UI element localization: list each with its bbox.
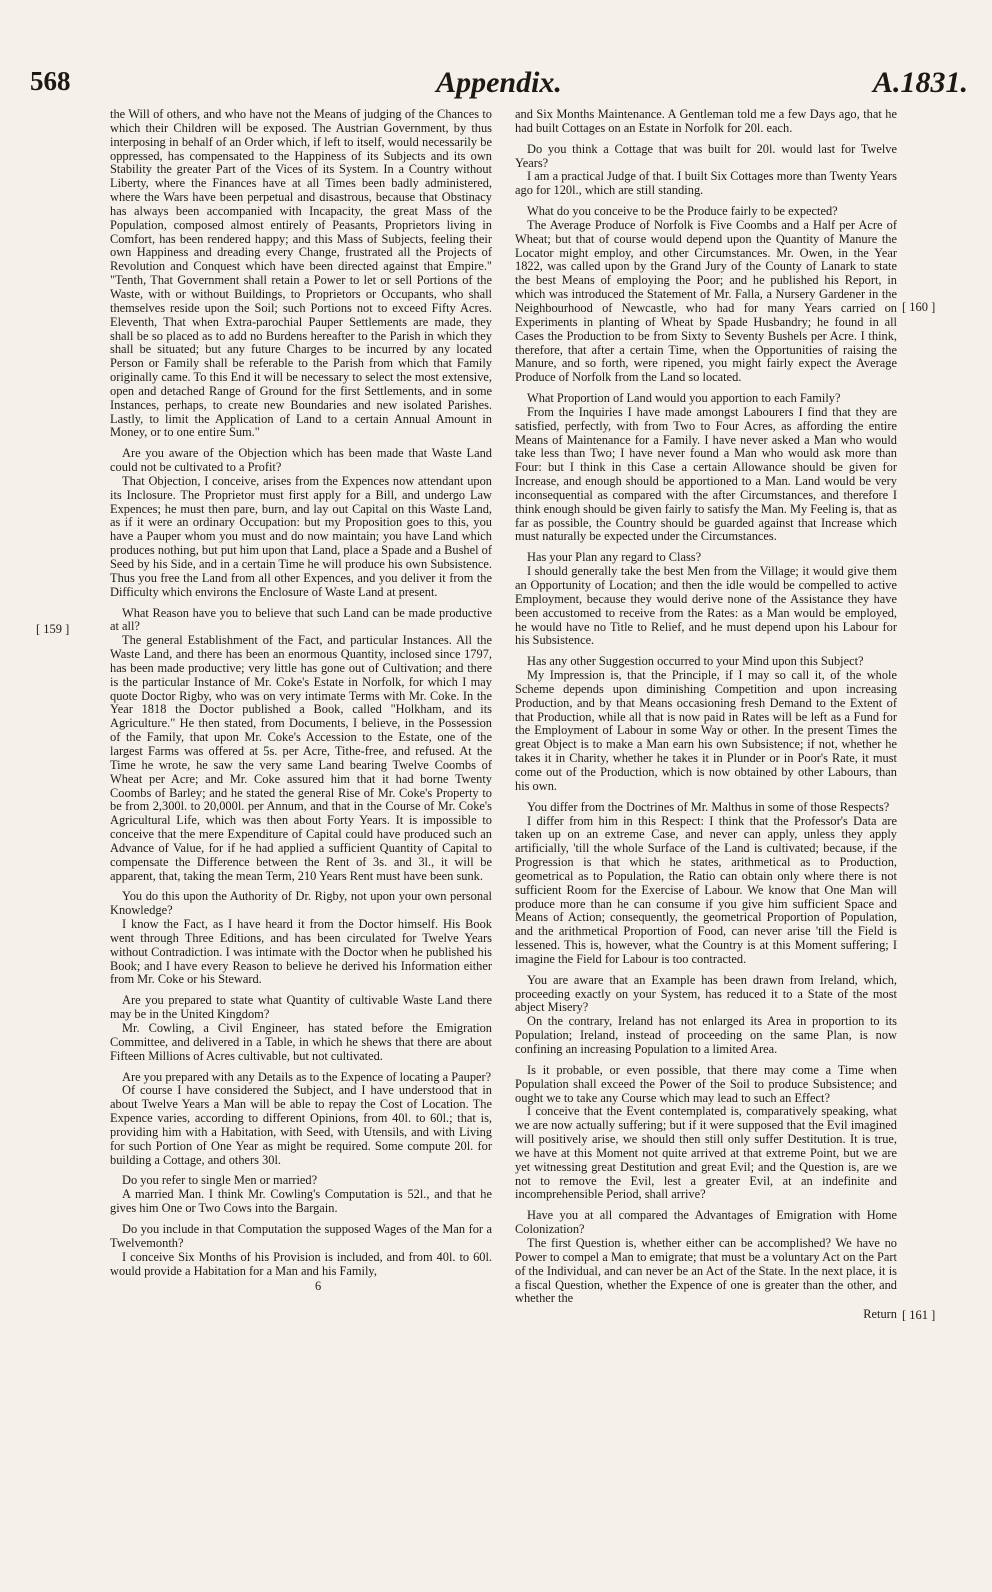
answer-paragraph: I am a practical Judge of that. I built Six Cottages more than Twenty Years ago for 120l., which are still standing. xyxy=(515,169,897,198)
answer-paragraph: On the contrary, Ireland has not enlarged its Area in proportion to its Population; Ireland, instead of proceeding on the same Plan, is now confining an increasing Population to a limited Area. xyxy=(515,1014,897,1056)
answer-paragraph: and Six Months Maintenance. A Gentleman told me a few Days ago, that he had built Cottages on an Estate in Norfolk for 20l. each. xyxy=(515,107,897,135)
answer-paragraph: From the Inquiries I have made amongst Labourers I find that they are satisfied, perfectly, with from Two to Four Acres, as affording the entire Means of Maintenance for a Family. I have never asked a Man who would take less than Two; I have never found a Man who would ask more than Four: but I think in this Case a certain Allowance should be given for Increase, and enough should be apportioned to a Man. Land would be very inconsequential as compared with the after Circumstances, and therefore I think enough should be given fairly to satisfy the Man. My Feeling is, that as far as possible, the Country should be guarded against that Increase which must naturally be expected under the Circumstances. xyxy=(515,404,897,544)
question-paragraph: You differ from the Doctrines of Mr. Malthus in some of those Respects? xyxy=(527,799,890,814)
question-paragraph: Have you at all compared the Advantages of Emigration with Home Colonization? xyxy=(515,1208,897,1237)
signature-mark: 6 xyxy=(315,1279,322,1294)
answer-paragraph: I should generally take the best Men from the Village; it would give them an Opportunity of Location; and then the idle would be compelled to active Employment, because they would derive none of the Assistance they have been accustomed to receive from the Rates: as a Man would be employed, he would have no Title to Relief, and he must depend upon his Labour for his Subsistence. xyxy=(515,564,897,648)
question-paragraph: What do you conceive to be the Produce fairly to be expected? xyxy=(527,204,838,219)
question-paragraph: What Reason have you to believe that such Land can be made productive at all? xyxy=(110,605,492,634)
question-paragraph: Are you prepared with any Details as to the Expence of locating a Pauper? xyxy=(122,1069,492,1084)
left-column xyxy=(110,108,492,1294)
margin-ref-160: [ 160 ] xyxy=(902,300,936,314)
answer-paragraph: I know the Fact, as I have heard it from the Doctor himself. His Book went through Three Editions, and has been circulated for Twelve Years without Contradiction. I was intimate with the Doctor when he published his Book; and I have every Reason to believe he derived his Information either from Mr. Coke or his Steward. xyxy=(110,917,492,987)
question-paragraph: Is it probable, or even possible, that there may come a Time when Population shall exceed the Power of the Soil to produce Subsistence; and ought we to take any Course which may lead to such an Effect? xyxy=(515,1062,897,1105)
question-paragraph: Has your Plan any regard to Class? xyxy=(527,550,702,565)
question-paragraph: Do you refer to single Men or married? xyxy=(122,1173,318,1188)
answer-paragraph: The first Question is, whether either can be accomplished? We have no Power to compel a Man to emigrate; that must be a voluntary Act on the Part of the Individual, and can never be an Act of the State. In the next place, it is a fiscal Question, whether the Expence of one is greater than the other, and whether the xyxy=(515,1235,897,1306)
answer-paragraph: I conceive that the Event contemplated is, comparatively speaking, what we are now actually suffering; but if it were supposed that the Evil imagined will positively arise, we should then still only suffer Destitution. It is true, we have at this Moment not quite arrived at that extreme Point, but we are yet witnessing great Destitution and great Evil; and the Question is, are we not to remove the Evil, lest a greater Evil, at an indefinite and incomprehensible Period, shall arrive? xyxy=(515,1104,897,1202)
answer-paragraph: Of course I have considered the Subject, and I have understood that in about Twelve Years a Man will be able to repay the Cost of Location. The Expence varies, according to different Opinions, from 40l. to 60l.; that is, providing him with a Habitation, with Seed, with Utensils, and with Living for such Portion of One Year as might be required. Some compute 20l. for building a Cottage, and others 30l. xyxy=(110,1083,492,1167)
question-paragraph: Do you include in that Computation the supposed Wages of the Man for a Twelvemonth? xyxy=(110,1221,492,1250)
answer-paragraph: I differ from him in this Respect: I think that the Professor's Data are taken up on an extreme Case, and never can apply, unless they apply artificially, 'till the whole Surface of the Land is cultivated; because, if the Progression is that which he states, arithmetical as to Production, geometrical as to Population, the Ratio can obtain only where there is not sufficient Room for the Exercise of Labour. We know that One Man will produce more than he can consume if you give him sufficient Space and Means of Action; consequently, the geometrical Proportion of Population, and the arithmetical Proportion of Food, can never arise 'till the Field is lessened. This is, however, what the Country is at this Moment suffering; I imagine the Field for Labour is too contracted. xyxy=(515,813,897,966)
answer-paragraph: The general Establishment of the Fact, and particular Instances. All the Waste Land, and there has been an enormous Quantity, inclosed since 1797, has been made productive; very little has gone out of Cultivation; and there is the particular Instance of Mr. Coke's Estate in Norfolk, for which I may quote Doctor Rigby, who was on very intimate Terms with Mr. Coke. In the Year 1818 the Doctor published a Book, called "Holkham, and its Agriculture." He then stated, from Documents, I believe, in the Possession of the Family, that upon Mr. Coke's Accession to the Estate, one of the largest Farms was offered at 5s. per Acre, Tithe-free, and refused. At the Time he wrote, he saw the very same Land bearing Twelve Coombs of Wheat per Acre; and Mr. Coke assured him that it had borne Twenty Coombs of Barley; and he stated the general Rise of Mr. Coke's Property to be from 2,300l. to 20,000l. per Annum, and that in the Course of Mr. Coke's Agricultural Life, which was then about Forty Years. It is impossible to conceive that the mere Expenditure of Capital could have produced such an Advance of Value, for if he had applied a sufficient Quantity of Capital to compensate the Difference between the Rent of 3s. and 3l., it will be apparent, that, taking the mean Term, 210 Years Rent must have been sunk. xyxy=(110,633,492,883)
question-paragraph: What Proportion of Land would you apportion to each Family? xyxy=(527,391,841,406)
question-paragraph: Do you think a Cottage that was built for 20l. would last for Twelve Years? xyxy=(515,141,897,170)
question-paragraph: You are aware that an Example has been drawn from Ireland, which, proceeding exactly on your System, has reduced it to a State of the most abject Misery? xyxy=(515,972,897,1015)
right-column xyxy=(515,108,897,1322)
page-number: 568 xyxy=(30,66,71,96)
year-label: A.1831. xyxy=(872,66,968,99)
answer-paragraph: A married Man. I think Mr. Cowling's Computation is 52l., and that he gives him One or Two Cows into the Bargain. xyxy=(110,1187,492,1216)
margin-ref-161: [ 161 ] xyxy=(902,1308,936,1322)
answer-paragraph: That Objection, I conceive, arises from the Expences now attendant upon its Inclosure. The Proprietor must first apply for a Bill, and undergo Law Expences; he must then pare, burn, and lay out Capital on this Waste Land, as if it were an ordinary Occupation: but my Proposition goes to this, you have a Pauper whom you must and do now maintain; you have Land which produces nothing, but put him upon that Land, place a Spade and a Bushel of Seed by his Side, and in a certain Time he will produce his own Subsistence. Thus you free the Land from all other Expences, and you deliver it from the Difficulty which environs the Enclosure of Waste Land at present. xyxy=(110,473,492,599)
catchword: Return xyxy=(863,1307,897,1322)
answer-paragraph: My Impression is, that the Principle, if I may so call it, of the whole Scheme depends upon diminishing Competition and upon increasing Production, and by that Means occasioning fresh Demand to the Extent of that Production, while all that is now paid in Rates will be left as a Fund for the Employment of Labour in some Way or other. In the present Times the great Object is to make a Man earn his own Subsistence; if not, whether he takes it in Charity, whether he takes it in Plunder or in Poor's Rate, it must come out of the Production, which is now obtained by other Labours, than his own. xyxy=(515,668,897,793)
answer-paragraph: I conceive Six Months of his Provision is included, and from 40l. to 60l. would provide a Habitation for a Man and his Family, xyxy=(110,1249,492,1278)
question-paragraph: Are you aware of the Objection which has been made that Waste Land could not be cultivated to a Profit? xyxy=(110,446,492,475)
right-footer xyxy=(515,1308,897,1322)
question-paragraph: Are you prepared to state what Quantity of cultivable Waste Land there may be in the United Kingdom? xyxy=(110,993,492,1022)
page-title: Appendix. xyxy=(436,66,562,99)
answer-paragraph: Mr. Cowling, a Civil Engineer, has stated before the Emigration Committee, and delivered in a Table, in which he shews that there are about Fifteen Millions of Acres cultivable, but not cultivated. xyxy=(110,1021,492,1063)
answer-paragraph: The Average Produce of Norfolk is Five Coombs and a Half per Acre of Wheat; but that of course would depend upon the Quantity of Manure the Locator might employ, and other Circumstances. Mr. Owen, in the Year 1822, was called upon by the Grand Jury of the County of Lanark to state the best Means of employing the Poor; and he published his Report, in which was introduced the Statement of Mr. Falla, a Nursery Gardener in the Neighbourhood of Newcastle, who had for many Years carried on Experiments in planting of Wheat by Spade Husbandry; he found in all Cases the Production to be from Sixty to Seventy Bushels per Acre. I think, therefore, that after a certain Time, when the Opportunities of raising the Manure, and so forth, were ripened, you might fairly expect the Average Produce of Norfolk from the Land so located. xyxy=(515,217,897,385)
question-paragraph: You do this upon the Authority of Dr. Rigby, not upon your own personal Knowledge? xyxy=(110,889,492,918)
question-paragraph: Has any other Suggestion occurred to your Mind upon this Subject? xyxy=(527,654,864,669)
margin-ref-159: [ 159 ] xyxy=(36,622,70,636)
answer-paragraph: the Will of others, and who have not the Means of judging of the Chances to which their Children will be exposed. The Austrian Government, by thus interposing in behalf of an Order which, if left to itself, would necessarily be oppressed, has compensated to the Happiness of its Subjects and its own Stability the greater Part of the Vices of its System. In a Country without Liberty, where the Finances have at all Times been badly administered, where the Wars have been perpetual and disastrous, because that Obstinacy has always been accompanied with Incapacity, the great Mass of the Population, composed almost entirely of Peasants, Proprietors living in Comfort, has been rendered happy; and this Mass of Subjects, feeling their own Happiness and dreading every Change, frustrated all the Projects of Revolution and Conquest which have been directed against that Empire." "Tenth, That Government shall retain a Power to let or sell Portions of the Waste, with or without Buildings, to Proprietors or Occupants, who shall themselves reside upon the Soil; such Portions not to exceed Fifty Acres. Eleventh, That when Extra-parochial Pauper Settlements are made, they shall be so placed as to add no Burdens hereafter to the Parish in which they shall be situated; but any future Charges to be incurred by any located Person or Family shall be referable to the Parish from which that Family originally came. To this End it will be necessary to select the most extensive, open and detached Range of Ground for the first Settlements, and in some Instances, perhaps, to create new Boundaries and new isolated Parishes. Lastly, to limit the Application of Land to a certain Annual Amount in Money, or to one entire Sum." xyxy=(110,107,492,440)
left-footer xyxy=(110,1280,492,1294)
running-header xyxy=(30,66,968,110)
